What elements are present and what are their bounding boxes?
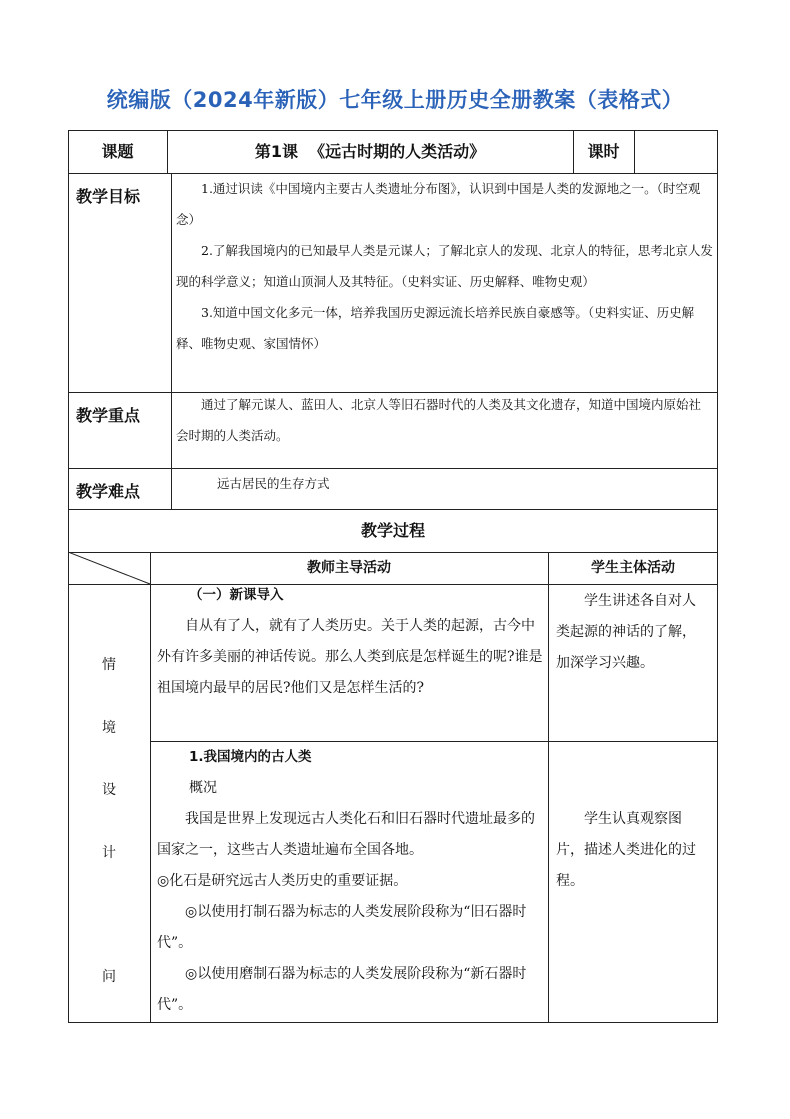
- student-column-header: 学生主体活动: [591, 560, 675, 576]
- table-rule: [548, 552, 549, 1022]
- process-heading: 教学过程: [360, 521, 425, 540]
- section-heading: （一）新课导入: [189, 587, 284, 603]
- difficulties-text: 远古居民的生存方式: [217, 476, 330, 491]
- teacher-activity-ancient-humans: 1.我国境内的古人类 概况 我国是世界上发现远古人类化石和旧石器时代遗址最多的国家之一，这些古人类遗址遍布全国各地。 ◎化石是研究远古人类历史的重要证据。 ◎以使用打制石器为标志的人类发展阶段称为“旧石器时代”。 ◎以使用磨制石器为标志的人类发展阶段称为“新石器时代”。: [157, 742, 543, 1021]
- table-rule: [150, 552, 151, 1022]
- key-points-label: 教学重点: [76, 406, 141, 425]
- teacher-column-header: 教师主导活动: [307, 560, 391, 576]
- stage-char: 境: [102, 720, 116, 736]
- objectives-content: [176, 173, 713, 359]
- period-value: [634, 130, 717, 173]
- difficulties-label: 教学难点: [76, 482, 141, 501]
- teacher-activity-intro: （一）新课导入 自从有了人，就有了人类历史。关于人类的起源，古今中外有许多美丽的神话传说。那么人类到底是怎样诞生的呢?谁是祖国境内最早的居民?他们又是怎样生活的?: [157, 580, 543, 704]
- stage-char: 问: [102, 969, 116, 985]
- stage-char: 情: [102, 657, 116, 673]
- stage-char: 设: [102, 782, 116, 798]
- topic-label: 课题: [101, 142, 134, 161]
- topic-value: 第1课 《远古时期的人类活动》: [254, 142, 486, 161]
- key-points-text: 通过了解元谋人、蓝田人、北京人等旧石器时代的人类及其文化遗存，知道中国境内原始社会时期的人类活动。: [176, 397, 702, 443]
- student-activity-intro: 学生讲述各自对人类起源的神话的了解，加深学习兴趣。: [556, 593, 696, 671]
- objectives-label: 教学目标: [76, 187, 141, 206]
- table-rule: [68, 468, 718, 469]
- section-heading: 1.我国境内的古人类: [189, 749, 312, 765]
- objective-item: 3.知道中国文化多元一体，培养我国历史源远流长培养民族自豪感等。（史料实证、历史解释、唯物史观、家国情怀）: [176, 305, 695, 351]
- document-title: 统编版（2024年新版）七年级上册历史全册教案（表格式）: [106, 88, 684, 112]
- table-rule: [171, 173, 172, 509]
- stage-char: 计: [102, 845, 116, 861]
- diagonal-divider: [68, 552, 151, 585]
- table-rule: [68, 1022, 718, 1023]
- period-label: 课时: [587, 142, 620, 161]
- objective-item: 2.了解我国境内的已知最早人类是元谋人；了解北京人的发现、北京人的特征，思考北京人发现的科学意义；知道山顶洞人及其特征。（史料实证、历史解释、唯物史观）: [176, 243, 713, 289]
- student-activity-observe: 学生认真观察图片，描述人类进化的过程。: [556, 811, 696, 889]
- objective-item: 1.通过识读《中国境内主要古人类遗址分布图》，认识到中国是人类的发源地之一。（时空观念）: [176, 181, 701, 227]
